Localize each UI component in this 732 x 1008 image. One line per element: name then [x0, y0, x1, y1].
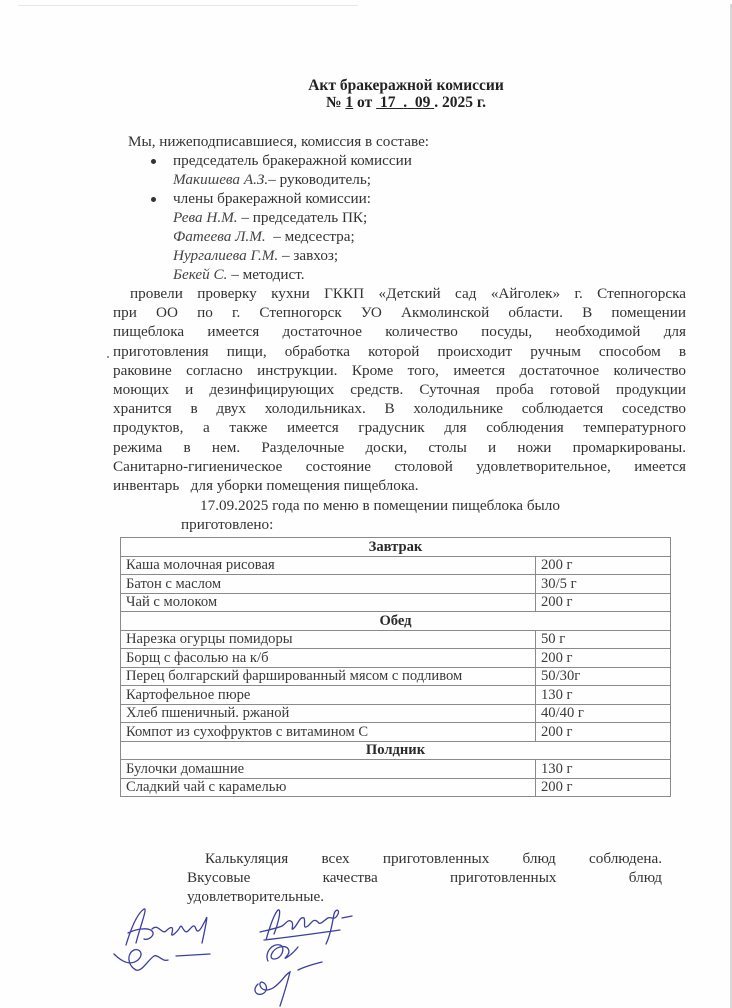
- conclusion-paragraph: [187, 849, 662, 906]
- dish-qty: 30/5 г: [536, 575, 671, 594]
- dish-qty: 200 г: [536, 593, 671, 612]
- dish-qty: 200 г: [536, 778, 671, 797]
- member-role: – председатель ПК;: [237, 209, 368, 226]
- paragraph-line: хранится в двух холодильниках. В холодильнике соблюдается соседство: [113, 400, 686, 418]
- table-row: [121, 686, 671, 705]
- member-entry: [173, 265, 305, 284]
- section-snack: Полдник: [121, 741, 671, 760]
- signature-reva: [112, 940, 217, 975]
- dish-qty: 50 г: [536, 630, 671, 649]
- table-row: [121, 556, 671, 575]
- paragraph-line: приготовления пищи, обработка которой происходит ручным способом в: [113, 342, 686, 360]
- section-breakfast: Завтрак: [121, 538, 671, 557]
- conclusion-line: Вкусовые качества приготовленных блюд: [187, 869, 662, 886]
- dish-name: Картофельное пюре: [121, 686, 536, 705]
- scan-edge: [18, 5, 358, 6]
- table-row: [121, 760, 671, 779]
- inspection-paragraph: [113, 284, 686, 495]
- member-role: – медсестра;: [265, 228, 355, 245]
- bullet-icon: [151, 159, 156, 164]
- dish-qty: 50/30г: [536, 667, 671, 686]
- dish-name: Сладкий чай с карамелью: [121, 778, 536, 797]
- menu-intro-cont: приготовлено:: [181, 516, 274, 533]
- member-entry: [173, 227, 355, 246]
- scan-speck: [107, 356, 109, 358]
- dish-name: Перец болгарский фаршированный мясом с подливом: [121, 667, 536, 686]
- dish-qty: 200 г: [536, 556, 671, 575]
- paragraph-line: режима в нем. Разделочные доски, столы и ножи промаркированы.: [113, 438, 686, 456]
- member-entry: [173, 246, 338, 265]
- table-row: [121, 667, 671, 686]
- section-row: [121, 612, 671, 631]
- paragraph-line: продуктов, а также имеется градусник для соблюдения температурного: [113, 419, 686, 437]
- table-row: [121, 630, 671, 649]
- dish-name: Борщ с фасолью на к/б: [121, 649, 536, 668]
- member-name: Бекей С.: [173, 266, 228, 283]
- act-number: 1: [345, 94, 354, 111]
- paragraph-line: моющих и дезинфицирующих средств. Суточная проба готовой продукции: [113, 381, 686, 399]
- section-row: [121, 538, 671, 557]
- dish-qty: 130 г: [536, 760, 671, 779]
- section-lunch: Обед: [121, 612, 671, 631]
- dish-qty: 130 г: [536, 686, 671, 705]
- dish-name: Компот из сухофруктов с витамином С: [121, 723, 536, 742]
- conclusion-line: Калькуляция всех приготовленных блюд соблюдена.: [205, 850, 662, 867]
- commission-intro: Мы, нижеподписавшиеся, комиссия в составе:: [128, 133, 430, 150]
- members-label: члены бракеражной комиссии:: [173, 190, 371, 207]
- member-name: Рева Н.М.: [173, 209, 238, 226]
- dish-name: Каша молочная рисовая: [121, 556, 536, 575]
- dish-name: Батон с маслом: [121, 575, 536, 594]
- table-row: [121, 575, 671, 594]
- signature-bekey: [250, 960, 370, 1008]
- section-row: [121, 741, 671, 760]
- member-role: – методист.: [227, 266, 305, 283]
- member-entry: [173, 208, 367, 227]
- dish-name: Нарезка огурцы помидоры: [121, 630, 536, 649]
- paragraph-line: раковине согласно инструкции. Кроме того, имеется достаточное количество: [113, 361, 686, 379]
- dish-qty: 200 г: [536, 649, 671, 668]
- dish-qty: 40/40 г: [536, 704, 671, 723]
- act-date: 17 . 09: [379, 94, 431, 111]
- table-row: [121, 778, 671, 797]
- paragraph-line: при ОО по г. Степногорск УО Акмолинской области. В помещении: [113, 304, 686, 322]
- paragraph-line: Санитарно-гигиеническое состояние столовой удовлетворительное, имеется: [113, 457, 686, 475]
- dish-name: Булочки домашние: [121, 760, 536, 779]
- table-row: [121, 704, 671, 723]
- chair-name: Макишева А.З.: [173, 171, 269, 188]
- dish-name: Хлеб пшеничный. ржаной: [121, 704, 536, 723]
- conclusion-line: удовлетворительные.: [187, 888, 325, 905]
- dish-name: Чай с молоком: [121, 593, 536, 612]
- chair-label: председатель бракеражной комиссии: [173, 152, 412, 169]
- menu-table: [120, 537, 671, 797]
- paragraph-line: инвентарь для уборки помещения пищеблока.: [113, 477, 419, 495]
- dish-qty: 200 г: [536, 723, 671, 742]
- chair-entry: [173, 170, 371, 189]
- menu-intro: 17.09.2025 года по меню в помещении пищеблока было: [200, 497, 560, 514]
- table-row: [121, 593, 671, 612]
- document-title: Акт бракеражной комиссии: [308, 77, 504, 94]
- member-name: Фатеева Л.М.: [173, 228, 266, 245]
- table-row: [121, 649, 671, 668]
- member-name: Нургалиева Г.М.: [173, 247, 279, 264]
- member-role: – завхоз;: [278, 247, 339, 264]
- table-row: [121, 723, 671, 742]
- document-number-date: № 1 от 17 . 09 . 2025 г.: [325, 94, 487, 111]
- paragraph-line: провели проверку кухни ГККП «Детский сад «Айголек» г. Степногорска: [130, 285, 686, 302]
- bullet-icon: [151, 197, 156, 202]
- paragraph-line: пищеблока имеется достаточное количество посуды, необходимой для: [113, 323, 686, 341]
- chair-role: – руководитель;: [268, 171, 371, 188]
